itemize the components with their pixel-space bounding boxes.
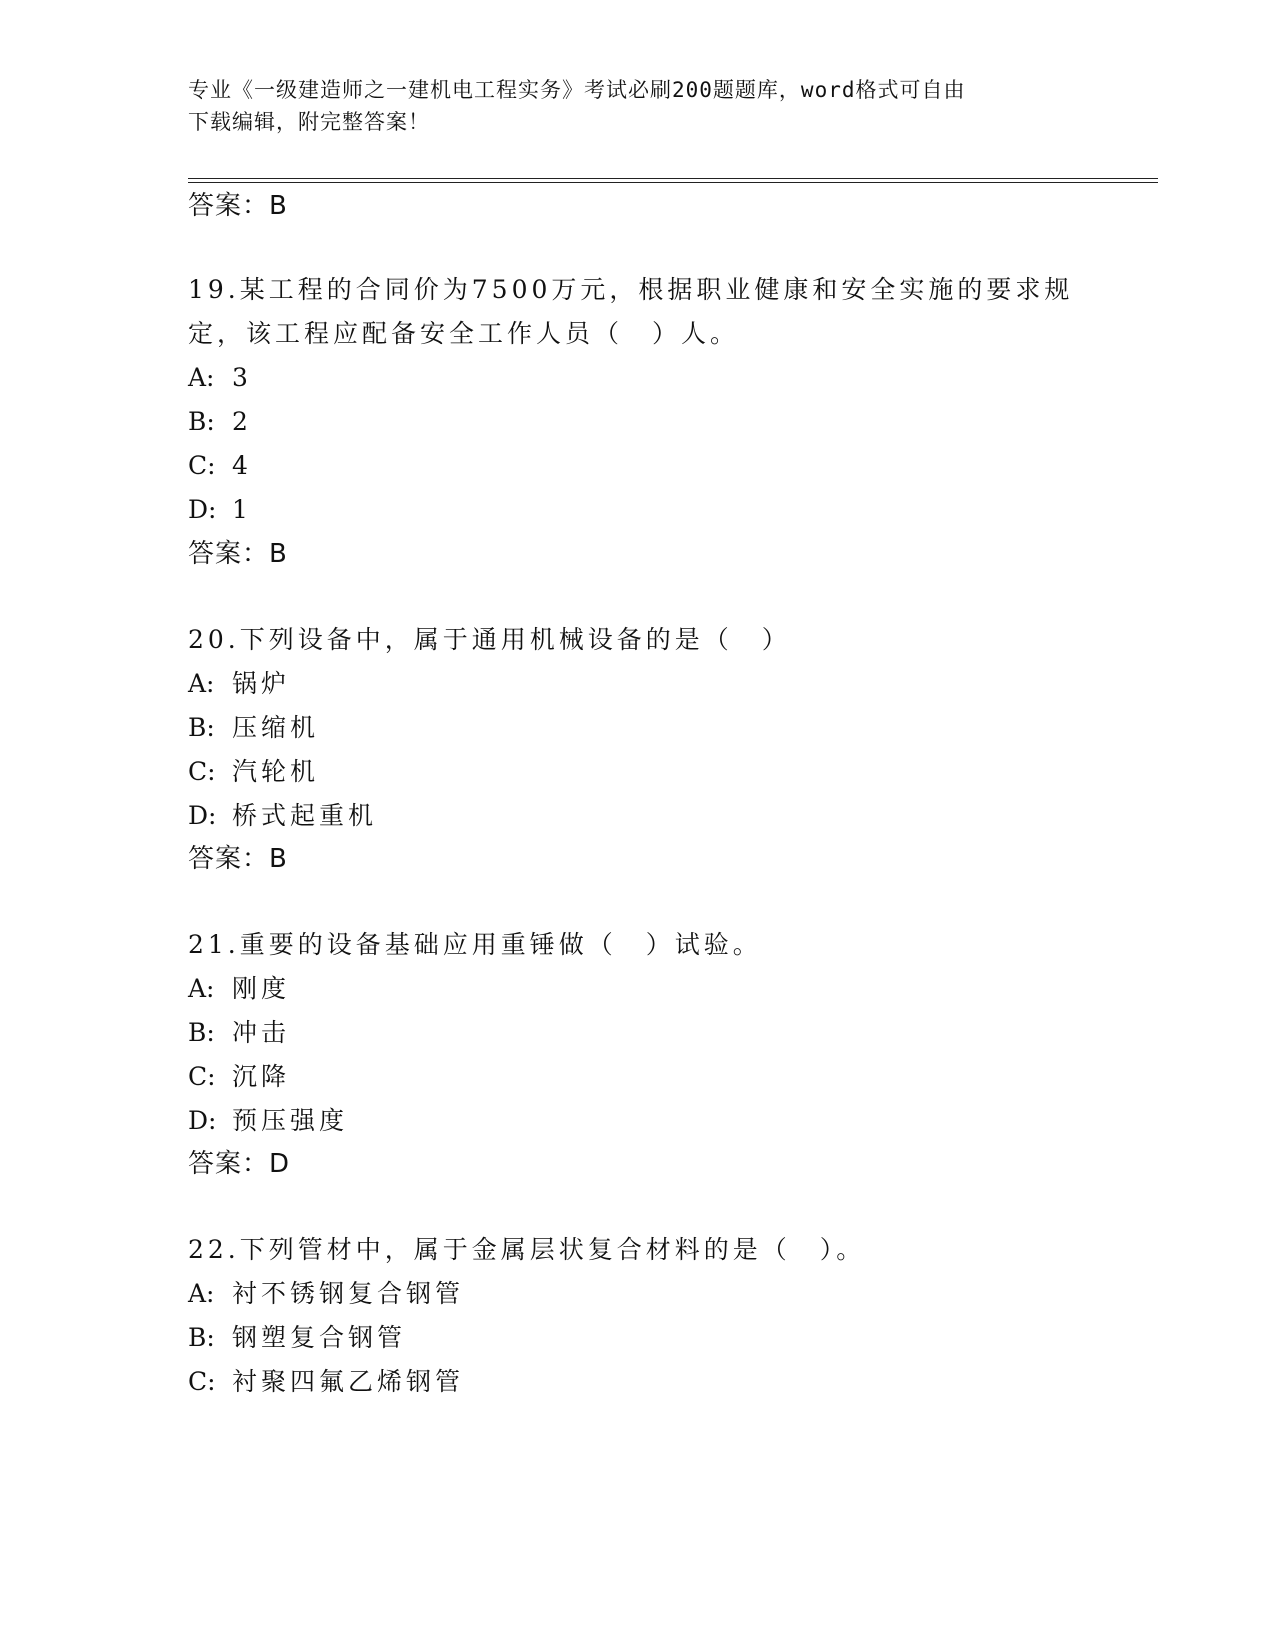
option-text: 桥式起重机 <box>232 801 378 830</box>
option-label: C: <box>188 1062 216 1091</box>
option-label: A: <box>188 974 215 1003</box>
option-label: B: <box>188 1018 215 1047</box>
question-20-answer: 答案：B <box>188 844 288 874</box>
question-22-option-b <box>188 1322 406 1354</box>
question-22-option-a <box>188 1278 464 1310</box>
option-label: A: <box>188 363 215 392</box>
option-label: A: <box>188 669 215 698</box>
option-label: A: <box>188 1279 215 1308</box>
option-text: 压缩机 <box>232 713 320 742</box>
question-19-stem-line-1: 19.某工程的合同价为7500万元，根据职业健康和安全实施的要求规 <box>188 275 1074 304</box>
question-21-option-d <box>188 1105 348 1137</box>
header-line-1: 专业《一级建造师之一建机电工程实务》考试必刷200题题库，word格式可自由 <box>188 78 966 102</box>
question-19-option-b <box>188 406 252 438</box>
option-text: 汽轮机 <box>232 757 320 786</box>
option-text: 锅炉 <box>232 669 291 698</box>
question-21-option-b <box>188 1017 290 1049</box>
option-text: 4 <box>232 451 252 480</box>
option-label: C: <box>188 1367 216 1396</box>
question-19-answer: 答案：B <box>188 539 288 569</box>
question-22-stem-line-1: 22.下列管材中，属于金属层状复合材料的是（ ）。 <box>188 1235 866 1264</box>
previous-answer: 答案：B <box>188 191 288 221</box>
question-19-option-d <box>188 494 252 526</box>
option-text: 衬不锈钢复合钢管 <box>232 1279 465 1308</box>
option-label: C: <box>188 451 216 480</box>
option-text: 冲击 <box>232 1018 291 1047</box>
question-21-answer: 答案：D <box>188 1149 291 1179</box>
question-19-stem-line-2: 定，该工程应配备安全工作人员（ ）人。 <box>188 319 740 348</box>
option-label: D: <box>188 1106 217 1135</box>
question-19-option-c <box>188 450 252 482</box>
option-text: 1 <box>232 495 252 524</box>
option-text: 衬聚四氟乙烯钢管 <box>232 1367 465 1396</box>
question-21-option-c <box>188 1061 290 1093</box>
option-label: B: <box>188 1323 215 1352</box>
document-header <box>188 74 1088 138</box>
header-divider <box>188 178 1158 183</box>
option-text: 2 <box>232 407 252 436</box>
option-label: D: <box>188 495 217 524</box>
question-19-option-a <box>188 362 252 394</box>
question-20-option-b <box>188 712 319 744</box>
option-label: C: <box>188 757 216 786</box>
option-text: 沉降 <box>232 1062 291 1091</box>
header-line-2: 下载编辑，附完整答案！ <box>188 110 430 134</box>
option-text: 3 <box>232 363 252 392</box>
question-20-option-d <box>188 800 377 832</box>
option-text: 钢塑复合钢管 <box>232 1323 407 1352</box>
question-21-option-a <box>188 973 290 1005</box>
question-20-option-a <box>188 668 290 700</box>
question-20-stem-line-1: 20.下列设备中，属于通用机械设备的是（ ） <box>188 625 791 654</box>
question-20-option-c <box>188 756 319 788</box>
question-22-option-c <box>188 1366 464 1398</box>
option-label: B: <box>188 407 215 436</box>
option-label: D: <box>188 801 217 830</box>
question-21-stem-line-1: 21.重要的设备基础应用重锤做（ ）试验。 <box>188 930 762 959</box>
option-label: B: <box>188 713 215 742</box>
option-text: 预压强度 <box>232 1106 349 1135</box>
option-text: 刚度 <box>232 974 291 1003</box>
